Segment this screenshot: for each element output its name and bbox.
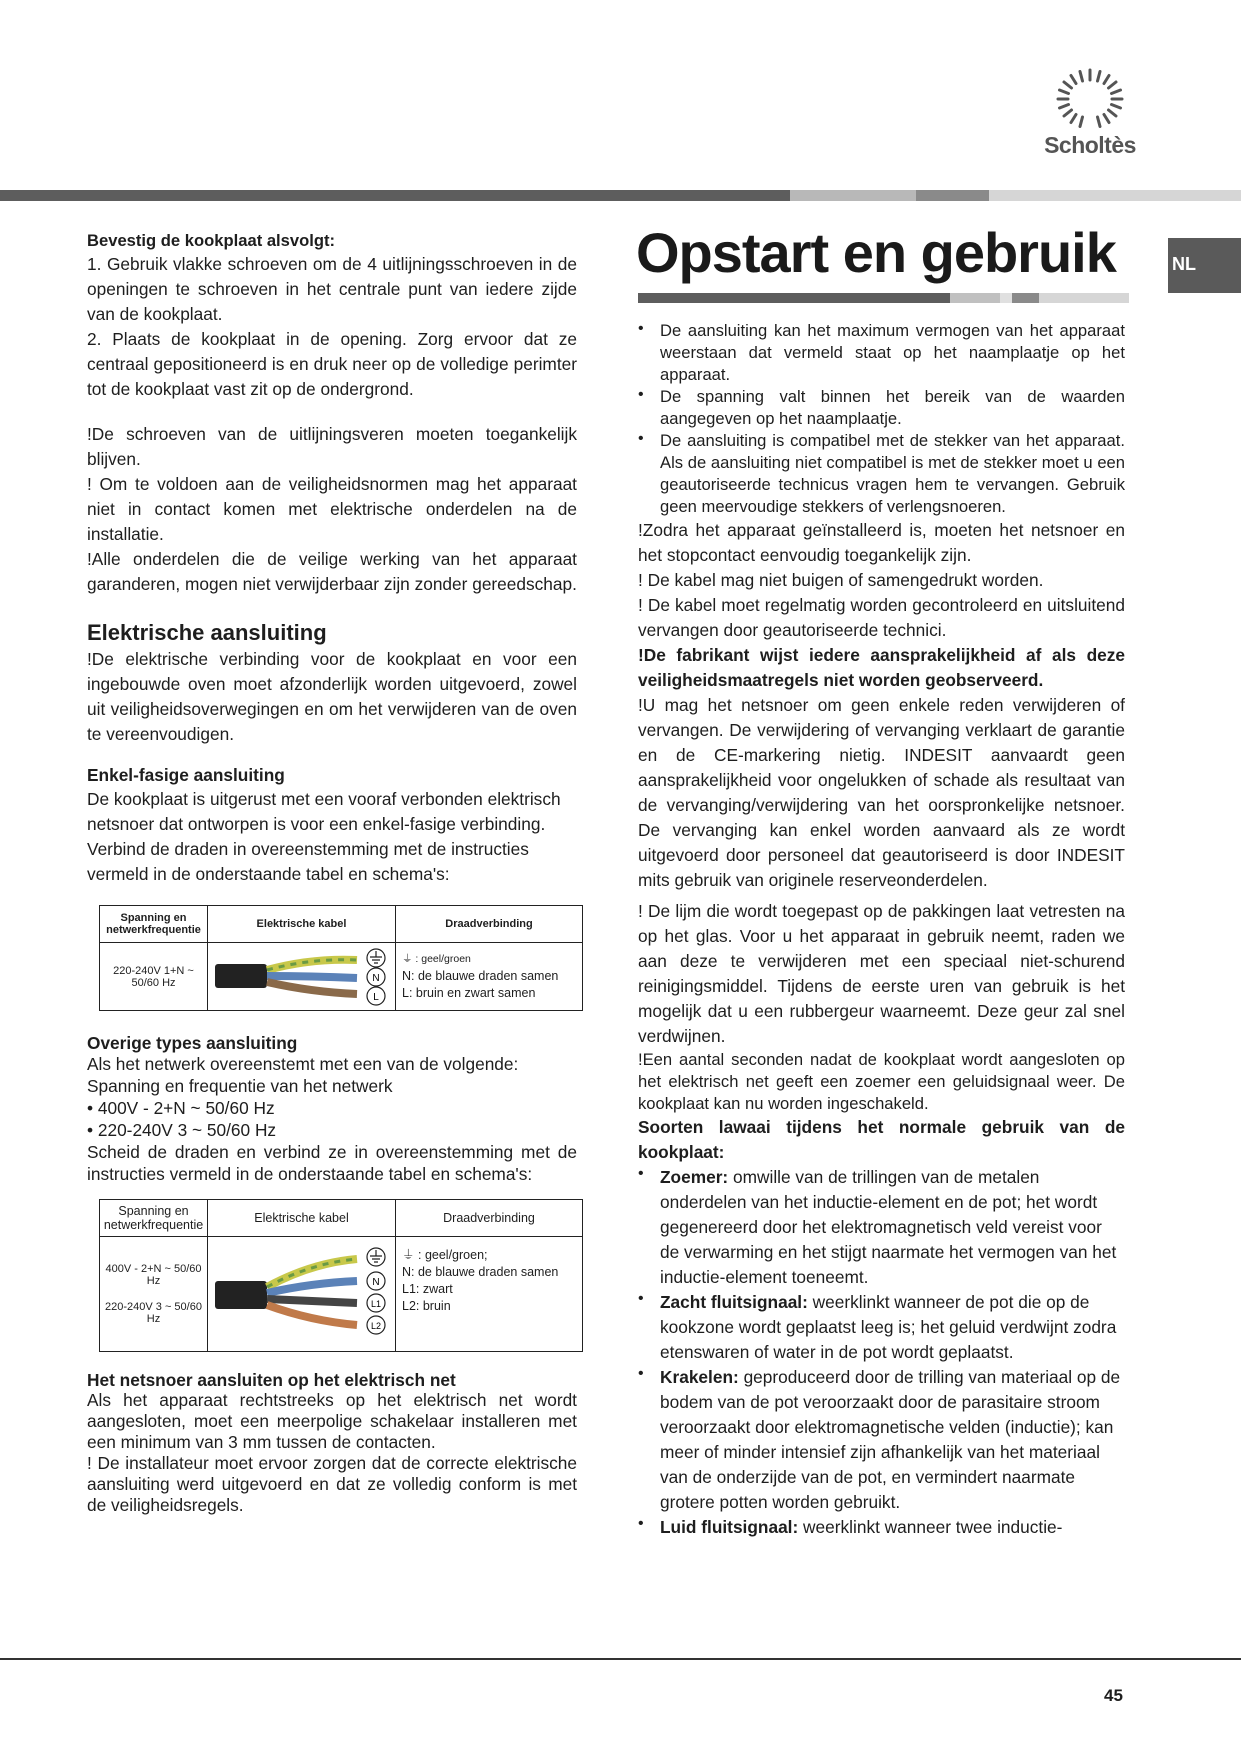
earth-icon: ⏚ — [402, 953, 413, 965]
terminal-label: L — [372, 992, 379, 1003]
warning-text: !Alle onderdelen die de veilige werking van het apparaat garanderen, mogen niet verwijderbaar zijn zonder gereedschap. — [87, 549, 577, 594]
table-header: Elektrische kabel — [208, 1200, 396, 1237]
bullet-text: De spanning valt binnen het bereik van de waarden aangegeven op het naamplaatje. — [660, 387, 1125, 428]
fix-step: 1. Gebruik vlakke schroeven om de 4 uitlijningsschroeven in de openingen te schroeven in het centrale punt van iedere zijde van de kookplaat. — [87, 254, 577, 324]
single-phase-text: De kookplaat is uitgerust met een vooraf verbonden elektrisch netsnoer dat ontworpen is voor een enkel-fasige verbinding. Verbind de draden in overeenstemming met de instructies vermeld in de onderstaande tabel en schema's: — [87, 789, 561, 884]
noise-term: Zacht fluitsignaal: — [660, 1292, 808, 1312]
buzzer-note: !Een aantal seconden nadat de kookplaat wordt aangesloten op het elektrisch net geeft een zoemer een geluidsignaal weer. De kookplaat kan nu worden ingeschakeld. — [638, 1050, 1125, 1113]
other-text: Scheid de draden en verbind ze in overeenstemming met de instructies vermeld in de onderstaande tabel en schema's: — [87, 1142, 577, 1184]
table-header: Elektrische kabel — [208, 906, 396, 943]
terminal-label: N — [371, 1276, 380, 1288]
sun-logo-icon — [1035, 62, 1145, 132]
section-heading-mains: Het netsnoer aansluiten op het elektrisch net — [87, 1370, 456, 1390]
elec-text: !De elektrische verbinding voor de kookplaat en voor een ingebouwde oven moet afzonderlijk worden uitgevoerd, zowel uit veiligheidsoverwegingen en om het verwijderen van de oven te vereenvoudigen. — [87, 649, 577, 744]
page-title: Opstart en gebruik — [636, 221, 1116, 284]
earth-icon: ⏚ — [402, 1248, 415, 1262]
table-header: Spanning en netwerkfrequentie — [100, 906, 208, 943]
list-item: • Zacht fluitsignaal: weerklinkt wanneer de pot die op de kookzone wordt geplaatst leeg is; het geluid verdwijnt zodra etenswaren of water in de pot wordt geplaatst. — [638, 1290, 1117, 1362]
section-heading-electric: Elektrische aansluiting — [87, 620, 327, 645]
table-header: Draadverbinding — [396, 906, 583, 943]
wiring-table-single — [99, 905, 583, 1011]
note-text: ! De kabel mag niet buigen of samengedrukt worden. — [638, 570, 1044, 590]
language-tab — [1168, 238, 1241, 293]
wire-legend — [396, 943, 583, 1011]
cable-diagram — [208, 1237, 396, 1352]
note-text: ! De kabel moet regelmatig worden gecontroleerd en uitsluitend vervangen door geautoriseerde technici. — [638, 595, 1125, 640]
fix-heading: Bevestig de kookplaat alsvolgt: — [87, 231, 336, 250]
cable-wires-image — [211, 1243, 393, 1343]
noise-term: Zoemer: — [660, 1167, 729, 1187]
warning-text: ! Om te voldoen aan de veiligheidsnormen mag het apparaat niet in contact komen met elektrische onderdelen na de installatie. — [87, 474, 577, 544]
fix-step: 2. Plaats de kookplaat in de opening. Zorg ervoor dat ze centraal gepositioneerd is en druk neer op de volledige perimter tot de kookplaat vast zit op de ondergrond. — [87, 329, 577, 399]
other-line: Spanning en frequentie van het netwerk — [87, 1076, 393, 1096]
brand-logo — [1035, 62, 1145, 162]
title-underline — [638, 293, 1129, 303]
legend-line: N: de blauwe draden samen — [402, 969, 559, 983]
list-item: • Krakelen: geproduceerd door de trilling van materiaal op de bodem van de pot veroorzaakt door de parasitaire stroom veroorzaakt door elektromagnetische velden (inductie); kan meer of minder intensief zijn afhankelijk van het materiaal van de onderzijde van de pot, en vermindert naarmate grotere potten worden gebruikt. — [638, 1365, 1121, 1512]
legend-line: L: bruin en zwart samen — [402, 986, 536, 1000]
wire-legend — [396, 1237, 583, 1352]
left-column — [87, 230, 577, 1516]
noise-text: geproduceerd door de trilling van materiaal op de bodem van de pot veroorzaakt door de parasitaire stroom veroorzaakt door elektromagnetische velden (inductie); kan meer of minder intensief zijn afhankelijk van het materiaal van de onderzijde van de pot, en vermindert naarmate grotere potten worden gebruikt. — [660, 1367, 1121, 1512]
cable-wires-image — [211, 944, 393, 1006]
terminal-label: N — [371, 973, 380, 984]
legend-line: : geel/groen; — [418, 1248, 488, 1262]
bullet-text: De aansluiting is compatibel met de stekker van het apparaat. Als de aansluiting niet compatibel is met de stekker moet u een geautoriseerde technicus vragen hem te vervangen. Gebruik geen meervoudige stekkers of verlengsnoeren. — [660, 431, 1125, 516]
voltage-spec: 220-240V 3 ~ 50/60 Hz — [105, 1301, 202, 1325]
note-text: !Zodra het apparaat geïnstalleerd is, moeten het netsnoer en het stopcontact eenvoudig toegankelijk zijn. — [638, 520, 1125, 565]
noise-text: omwille van de trillingen van de metalen onderdelen van het inductie-element en de pot; het wordt gegenereerd door het elektromagnetisch veld vereist voor de verwarming en het stijgt naarmate het vermogen van het inductie-element toeneemt. — [660, 1167, 1117, 1287]
list-item: • Zoemer: omwille van de trillingen van de metalen onderdelen van het inductie-element en de pot; het wordt gegenereerd door het elektromagnetisch veld vereist voor de verwarming en het stijgt naarmate het vermogen van het inductie-element toeneemt. — [638, 1165, 1117, 1287]
noise-text: weerklinkt wanneer de pot die op de kookzone wordt geplaatst leeg is; het geluid verdwijnt zodra etenswaren of water in de pot wordt geplaatst. — [660, 1292, 1117, 1362]
voltage-spec: 220-240V 1+N ~ 50/60 Hz — [100, 943, 208, 1011]
table-header: Spanning en netwerkfrequentie — [100, 1200, 208, 1237]
table-header: Draadverbinding — [396, 1200, 583, 1237]
noise-term: Krakelen: — [660, 1367, 739, 1387]
brand-name: Scholtès — [1044, 132, 1136, 158]
voltage-spec: 400V - 2+N ~ 50/60 Hz — [105, 1263, 202, 1287]
replacement-note: !U mag het netsnoer om geen enkele reden verwijderen of vervangen. De verwijdering of vervanging verklaart de garantie en de CE-markering nietig. INDESIT aanvaardt geen aansprakelijkheid voor ongelukken of schade als resultaat van de vervanging/verwijdering van het oorspronkelijke netsnoer. De vervanging kan enkel worden aanvaard als ze wordt uitgevoerd door personeel dat geautoriseerd is door INDESIT mits gebruik van originele reserveonderdelen. — [638, 695, 1125, 890]
noise-heading: Soorten lawaai tijdens het normale gebruik van de kookplaat: — [638, 1117, 1125, 1162]
footer-rule — [0, 1658, 1241, 1660]
bullet-text: De aansluiting kan het maximum vermogen van het apparaat weerstaan dat vermeld staat op het naamplaatje op het apparaat. — [660, 321, 1125, 384]
noise-text: weerklinkt wanneer twee inductie- — [798, 1517, 1063, 1537]
mains-warning: ! De installateur moet ervoor zorgen dat de correcte elektrische aansluiting werd uitgevoerd en dat ze volledig conform is met de veiligheidsregels. — [87, 1453, 577, 1515]
liability-note: !De fabrikant wijst iedere aansprakelijkheid af als deze veiligheidsmaatregels niet worden geobserveerd. — [638, 645, 1125, 690]
other-line: Als het netwerk overeenstemt met een van de volgende: — [87, 1054, 519, 1074]
other-line: • 220-240V 3 ~ 50/60 Hz — [87, 1120, 277, 1140]
right-column — [638, 320, 1125, 1540]
voltage-spec-cell — [100, 1237, 208, 1352]
wiring-table-multi — [99, 1199, 583, 1352]
list-item: • Luid fluitsignaal: weerklinkt wanneer twee inductie- — [638, 1515, 1063, 1537]
list-item: • De aansluiting kan het maximum vermogen van het apparaat weerstaan dat vermeld staat op het naamplaatje op het apparaat. — [638, 320, 1125, 384]
terminal-label: L1 — [370, 1298, 381, 1309]
other-line: • 400V - 2+N ~ 50/60 Hz — [87, 1098, 275, 1118]
cable-diagram — [208, 943, 396, 1011]
legend-line: L1: zwart — [402, 1282, 453, 1296]
header-bar — [0, 190, 1241, 201]
glue-note: ! De lijm die wordt toegepast op de pakkingen laat vetresten na op het glas. Voor u het apparaat in gebruik neemt, raden we aan deze te verwijderen met een speciaal niet-schurend reinigingsmiddel. Tijdens de eerste uren van gebruik is het mogelijk dat u een rubbergeur waarneemt. Deze geur zal snel verdwijnen. — [638, 901, 1125, 1046]
list-item: • De aansluiting is compatibel met de stekker van het apparaat. Als de aansluiting niet compatibel is met de stekker moet u een geautoriseerde technicus vragen hem te vervangen. Gebruik geen meervoudige stekkers of verlengsnoeren. — [638, 430, 1125, 516]
list-item: • De spanning valt binnen het bereik van de waarden aangegeven op het naamplaatje. — [638, 386, 1125, 428]
terminal-label: L2 — [370, 1320, 381, 1331]
legend-line: : geel/groen — [415, 953, 471, 965]
mains-text: Als het apparaat rechtstreeks op het elektrisch net wordt aangesloten, moet een meerpolige schakelaar installeren met een minimum van 3 mm tussen de contacten. — [87, 1390, 577, 1452]
legend-line: N: de blauwe draden samen — [402, 1265, 559, 1279]
warning-text: !De schroeven van de uitlijningsveren moeten toegankelijk blijven. — [87, 424, 577, 469]
section-heading-single-phase: Enkel-fasige aansluiting — [87, 765, 285, 785]
section-heading-other-types: Overige types aansluiting — [87, 1033, 298, 1053]
legend-line: L2: bruin — [402, 1299, 451, 1313]
noise-term: Luid fluitsignaal: — [660, 1517, 799, 1537]
page-number: 45 — [1104, 1686, 1123, 1705]
language-tab-label: NL — [1172, 254, 1196, 274]
